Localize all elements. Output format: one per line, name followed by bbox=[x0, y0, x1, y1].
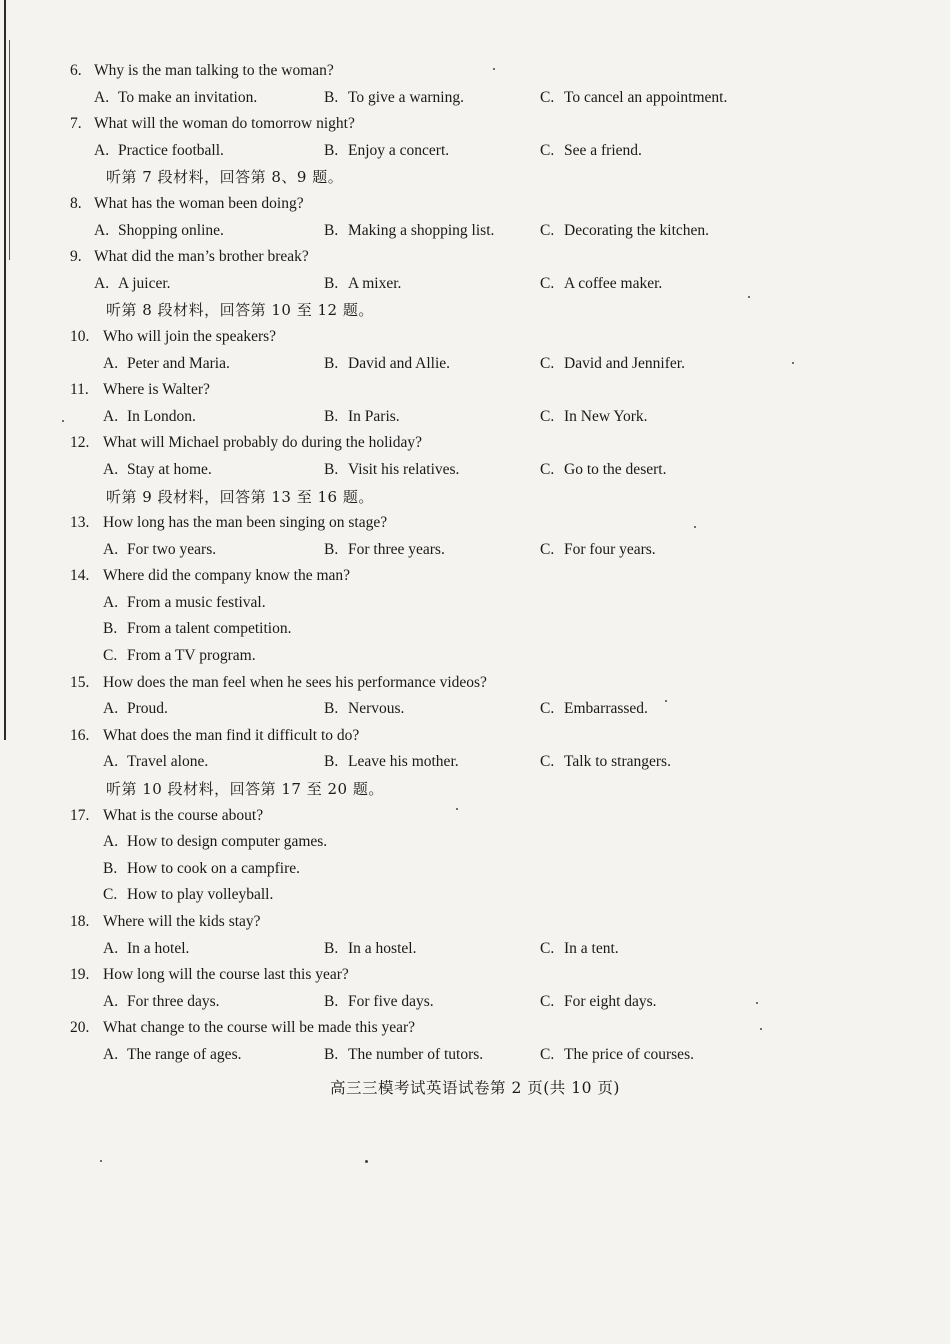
question-text: What will the woman do tomorrow night? bbox=[94, 115, 355, 133]
option-letter: C. bbox=[103, 647, 118, 665]
section-instruction bbox=[0, 776, 950, 803]
option-text: In a hostel. bbox=[348, 939, 417, 957]
option-text: How to cook on a campfire. bbox=[127, 859, 301, 877]
option-letter: A. bbox=[94, 141, 110, 159]
option-b bbox=[324, 696, 404, 723]
option-text: A juicer. bbox=[118, 274, 171, 292]
option-row bbox=[0, 696, 950, 723]
option-row bbox=[0, 537, 950, 564]
option-letter: B. bbox=[324, 354, 339, 372]
option-letter: A. bbox=[103, 540, 119, 558]
option-letter: B. bbox=[324, 540, 339, 558]
option-c bbox=[540, 218, 709, 245]
question-text: What change to the course will be made this year? bbox=[103, 1019, 416, 1037]
option-c bbox=[540, 749, 671, 776]
question-number: 11. bbox=[70, 381, 89, 399]
question-text: What will Michael probably do during the holiday? bbox=[103, 434, 422, 452]
option-text: From a music festival. bbox=[127, 593, 266, 611]
option-letter: B. bbox=[324, 274, 339, 292]
question-number: 19. bbox=[70, 966, 90, 984]
option-letter: C. bbox=[540, 939, 555, 957]
option-text: For eight days. bbox=[564, 992, 657, 1010]
option-letter: A. bbox=[94, 88, 110, 106]
option bbox=[103, 590, 266, 617]
question-list bbox=[0, 58, 950, 1069]
question bbox=[0, 244, 950, 271]
option-text: Nervous. bbox=[348, 700, 405, 718]
option-row bbox=[0, 218, 950, 245]
option-c bbox=[540, 537, 656, 564]
option-row bbox=[0, 749, 950, 776]
question-number: 16. bbox=[70, 726, 90, 744]
option-letter: C. bbox=[540, 753, 555, 771]
option-a bbox=[94, 218, 224, 245]
option-text: In a tent. bbox=[564, 939, 619, 957]
question bbox=[0, 962, 950, 989]
option-letter: C. bbox=[103, 886, 118, 904]
section-instruction bbox=[0, 164, 950, 191]
option-text: For three days. bbox=[127, 992, 220, 1010]
question-number: 17. bbox=[70, 806, 90, 824]
option-row bbox=[0, 404, 950, 431]
option-text: David and Jennifer. bbox=[564, 354, 685, 372]
question bbox=[0, 111, 950, 138]
option-text: In a hotel. bbox=[127, 939, 190, 957]
option-row bbox=[0, 856, 950, 883]
option-b bbox=[324, 85, 464, 112]
question bbox=[0, 563, 950, 590]
option-row bbox=[0, 138, 950, 165]
scan-speck bbox=[665, 700, 667, 702]
scan-speck bbox=[456, 808, 458, 810]
option-text: Visit his relatives. bbox=[348, 460, 460, 478]
option bbox=[103, 616, 291, 643]
instruction-text: 听第 7 段材料，回答第 8、9 题。 bbox=[106, 168, 344, 187]
option bbox=[103, 856, 300, 883]
option-letter: A. bbox=[103, 700, 119, 718]
option-c bbox=[540, 138, 642, 165]
option-a bbox=[103, 749, 208, 776]
option-letter: A. bbox=[103, 593, 119, 611]
question bbox=[0, 803, 950, 830]
option-text: From a TV program. bbox=[127, 647, 256, 665]
option-letter: B. bbox=[324, 939, 339, 957]
option-text: Peter and Maria. bbox=[127, 354, 230, 372]
option-b bbox=[324, 351, 450, 378]
instruction-text: 听第 10 段材料，回答第 17 至 20 题。 bbox=[106, 780, 384, 799]
option-text: Decorating the kitchen. bbox=[564, 221, 710, 239]
option-text: For two years. bbox=[127, 540, 217, 558]
scan-speck bbox=[100, 1160, 102, 1162]
option-text: To cancel an appointment. bbox=[564, 88, 728, 106]
question-text: Who will join the speakers? bbox=[103, 327, 277, 345]
option-a bbox=[103, 457, 212, 484]
option-text: In Paris. bbox=[348, 407, 400, 425]
option-text: Embarrassed. bbox=[564, 700, 648, 718]
question-text: How long has the man been singing on stage? bbox=[103, 514, 388, 532]
option-text: The price of courses. bbox=[564, 1045, 694, 1063]
option-text: Stay at home. bbox=[127, 460, 212, 478]
option-text: The number of tutors. bbox=[348, 1045, 484, 1063]
option-letter: C. bbox=[540, 141, 555, 159]
scan-speck bbox=[62, 420, 64, 422]
option-text: To give a warning. bbox=[348, 88, 464, 106]
question-text: What is the course about? bbox=[103, 806, 264, 824]
option-text: To make an invitation. bbox=[118, 88, 258, 106]
option-text: Go to the desert. bbox=[564, 460, 667, 478]
question bbox=[0, 670, 950, 697]
option-letter: B. bbox=[324, 141, 339, 159]
option-letter: C. bbox=[540, 460, 555, 478]
option-text: The range of ages. bbox=[127, 1045, 242, 1063]
option-letter: A. bbox=[103, 939, 119, 957]
question-number: 20. bbox=[70, 1019, 90, 1037]
option-c bbox=[540, 1042, 694, 1069]
question-number: 10. bbox=[70, 327, 90, 345]
option-c bbox=[540, 404, 648, 431]
option-letter: C. bbox=[540, 221, 555, 239]
instruction-text: 听第 9 段材料，回答第 13 至 16 题。 bbox=[106, 487, 374, 506]
option-a bbox=[103, 936, 189, 963]
option-letter: A. bbox=[103, 833, 119, 851]
question bbox=[0, 324, 950, 351]
option-letter: B. bbox=[324, 221, 339, 239]
option-letter: C. bbox=[540, 992, 555, 1010]
option-b bbox=[324, 936, 416, 963]
option-b bbox=[324, 749, 459, 776]
option-letter: C. bbox=[540, 354, 555, 372]
question-number: 7. bbox=[70, 115, 82, 133]
option-letter: A. bbox=[103, 460, 119, 478]
option-text: Travel alone. bbox=[127, 753, 209, 771]
option-text: Proud. bbox=[127, 700, 168, 718]
question-number: 18. bbox=[70, 913, 90, 930]
option-a bbox=[103, 351, 230, 378]
option-a bbox=[103, 404, 196, 431]
page-footer: 高三三模考试英语试卷第 2 页(共 10 页) bbox=[330, 1079, 620, 1097]
question-number: 8. bbox=[70, 194, 82, 212]
option-letter: C. bbox=[540, 88, 555, 106]
option-text: Enjoy a concert. bbox=[348, 141, 450, 159]
option-row bbox=[0, 643, 950, 670]
question-text: How does the man feel when he sees his performance videos? bbox=[103, 673, 487, 691]
option bbox=[103, 829, 327, 856]
question-number: 9. bbox=[70, 248, 82, 266]
option-c bbox=[540, 85, 727, 112]
option-a bbox=[94, 138, 224, 165]
option-text: Shopping online. bbox=[118, 221, 224, 239]
option-letter: C. bbox=[540, 407, 555, 425]
option-letter: C. bbox=[540, 1045, 555, 1063]
scan-speck bbox=[493, 68, 495, 70]
option-text: For three years. bbox=[348, 540, 445, 558]
option-text: In London. bbox=[127, 407, 196, 425]
option-text: A coffee maker. bbox=[564, 274, 663, 292]
option-letter: A. bbox=[94, 274, 110, 292]
option-row bbox=[0, 989, 950, 1016]
option-b bbox=[324, 457, 459, 484]
option-letter: B. bbox=[103, 859, 118, 877]
option-letter: C. bbox=[540, 540, 555, 558]
option-text: Talk to strangers. bbox=[564, 753, 671, 771]
option-row bbox=[0, 829, 950, 856]
option-text: How to play volleyball. bbox=[127, 886, 274, 904]
scan-speck bbox=[792, 362, 794, 364]
scan-speck bbox=[694, 526, 696, 528]
option-b bbox=[324, 271, 401, 298]
option-letter: B. bbox=[324, 88, 339, 106]
question-text: Where will the kids stay? bbox=[103, 913, 261, 930]
option-row bbox=[0, 271, 950, 298]
option-letter: B. bbox=[324, 460, 339, 478]
option-row bbox=[0, 85, 950, 112]
question-number: 15. bbox=[70, 673, 90, 691]
option-letter: B. bbox=[324, 1045, 339, 1063]
option-letter: B. bbox=[103, 620, 118, 638]
question-text: Where did the company know the man? bbox=[103, 567, 351, 585]
option-row bbox=[0, 1042, 950, 1069]
option-letter: C. bbox=[540, 274, 555, 292]
option-c bbox=[540, 989, 657, 1016]
option-letter: A. bbox=[94, 221, 110, 239]
question-number: 14. bbox=[70, 567, 90, 585]
option-row bbox=[0, 882, 950, 909]
option bbox=[103, 643, 256, 670]
option-c bbox=[540, 936, 619, 963]
option-a bbox=[103, 1042, 241, 1069]
question-number: 12. bbox=[70, 434, 90, 452]
option-text: In New York. bbox=[564, 407, 648, 425]
option-letter: B. bbox=[324, 753, 339, 771]
option-row bbox=[0, 351, 950, 378]
option-row bbox=[0, 616, 950, 643]
option-a bbox=[103, 696, 168, 723]
question bbox=[0, 909, 950, 936]
instruction-text: 听第 8 段材料，回答第 10 至 12 题。 bbox=[106, 301, 374, 320]
option-letter: A. bbox=[103, 407, 119, 425]
option-text: Practice football. bbox=[118, 141, 224, 159]
option-text: For five days. bbox=[348, 992, 434, 1010]
question-number: 13. bbox=[70, 514, 90, 532]
scan-speck bbox=[365, 1160, 368, 1163]
option-letter: B. bbox=[324, 700, 339, 718]
scan-speck bbox=[748, 296, 750, 298]
option-a bbox=[94, 271, 171, 298]
option-a bbox=[94, 85, 257, 112]
option-text: For four years. bbox=[564, 540, 656, 558]
option-letter: B. bbox=[324, 407, 339, 425]
question bbox=[0, 723, 950, 750]
option-text: David and Allie. bbox=[348, 354, 451, 372]
option-a bbox=[103, 537, 216, 564]
question-number: 6. bbox=[70, 62, 82, 79]
option-c bbox=[540, 271, 662, 298]
section-instruction bbox=[0, 484, 950, 511]
question bbox=[0, 191, 950, 218]
question-text: What did the man’s brother break? bbox=[94, 248, 309, 266]
scan-speck bbox=[760, 1028, 762, 1030]
option-letter: A. bbox=[103, 1045, 119, 1063]
question-text: How long will the course last this year? bbox=[103, 966, 349, 984]
option-b bbox=[324, 1042, 483, 1069]
option bbox=[103, 882, 273, 909]
option-row bbox=[0, 590, 950, 617]
option-b bbox=[324, 138, 449, 165]
option-letter: C. bbox=[540, 700, 555, 718]
question bbox=[0, 430, 950, 457]
section-instruction bbox=[0, 297, 950, 324]
question bbox=[0, 1015, 950, 1042]
option-b bbox=[324, 404, 400, 431]
option-a bbox=[103, 989, 220, 1016]
option-letter: A. bbox=[103, 753, 119, 771]
option-b bbox=[324, 218, 494, 245]
option-letter: A. bbox=[103, 354, 119, 372]
option-letter: B. bbox=[324, 992, 339, 1010]
scan-speck bbox=[756, 1002, 758, 1004]
option-letter: A. bbox=[103, 992, 119, 1010]
question-text: What does the man find it difficult to do? bbox=[103, 726, 360, 744]
question bbox=[0, 510, 950, 537]
option-text: Leave his mother. bbox=[348, 753, 459, 771]
option-c bbox=[540, 457, 666, 484]
question bbox=[0, 58, 950, 85]
option-text: Making a shopping list. bbox=[348, 221, 495, 239]
option-text: From a talent competition. bbox=[127, 620, 292, 638]
option-b bbox=[324, 989, 434, 1016]
question-text: What has the woman been doing? bbox=[94, 194, 304, 212]
option-b bbox=[324, 537, 445, 564]
option-c bbox=[540, 696, 648, 723]
question-text: Where is Walter? bbox=[103, 381, 210, 399]
option-row bbox=[0, 457, 950, 484]
option-c bbox=[540, 351, 685, 378]
option-text: See a friend. bbox=[564, 141, 642, 159]
question bbox=[0, 377, 950, 404]
question-text: Why is the man talking to the woman? bbox=[94, 62, 334, 79]
option-text: A mixer. bbox=[348, 274, 402, 292]
option-text: How to design computer games. bbox=[127, 833, 328, 851]
option-row bbox=[0, 936, 950, 963]
